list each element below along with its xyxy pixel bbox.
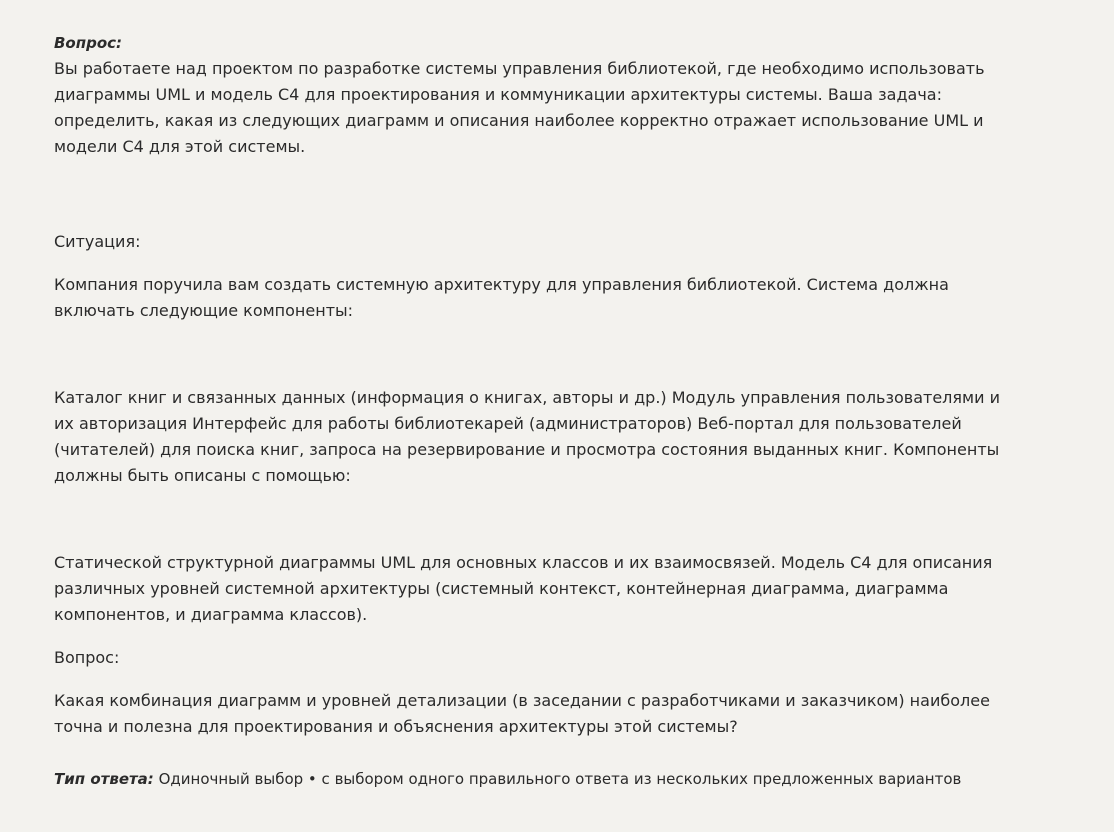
components-paragraph: Каталог книг и связанных данных (информация о книгах, авторы и др.) Модуль управления пользователями и их авторизация Интерфейс для работы библиотекарей (администраторов) Веб-портал для пользователей (читателей) для поиска книг, запроса на резервирование и просмотра состояния выданных книг. Компоненты должны быть описаны с помощью:	[54, 388, 1000, 485]
situation-paragraph: Компания поручила вам создать системную архитектуру для управления библиотекой. Система должна включать следующие компоненты:	[54, 275, 949, 320]
question-label-2: Вопрос:	[54, 648, 120, 667]
question-paragraph: Какая комбинация диаграмм и уровней детализации (в заседании с разработчиками и заказчиком) наиболее точна и полезна для проектирования и объяснения архитектуры этой системы?	[54, 691, 990, 736]
question-content	[54, 30, 1014, 792]
answer-type-value: Одиночный выбор • с выбором одного правильного ответа из нескольких предложенных вариантов	[158, 770, 962, 788]
question-label: Вопрос:	[54, 34, 123, 52]
situation-label: Ситуация:	[54, 232, 141, 251]
answer-type	[54, 766, 1014, 792]
intro-paragraph: Вы работаете над проектом по разработке системы управления библиотекой, где необходимо использовать диаграммы UML и модель C4 для проектирования и коммуникации архитектуры системы. Ваша задача: определить, какая из следующих диаграмм и описания наиболее корректно отражает использование UML и модели C4 для этой системы.	[54, 59, 985, 156]
methods-paragraph: Статической структурной диаграммы UML для основных классов и их взаимосвязей. Модель C4 для описания различных уровней системной архитектуры (системный контекст, контейнерная диаграмма, диаграмма компонентов, и диаграмма классов).	[54, 553, 993, 624]
answer-type-label: Тип ответа:	[54, 770, 154, 788]
